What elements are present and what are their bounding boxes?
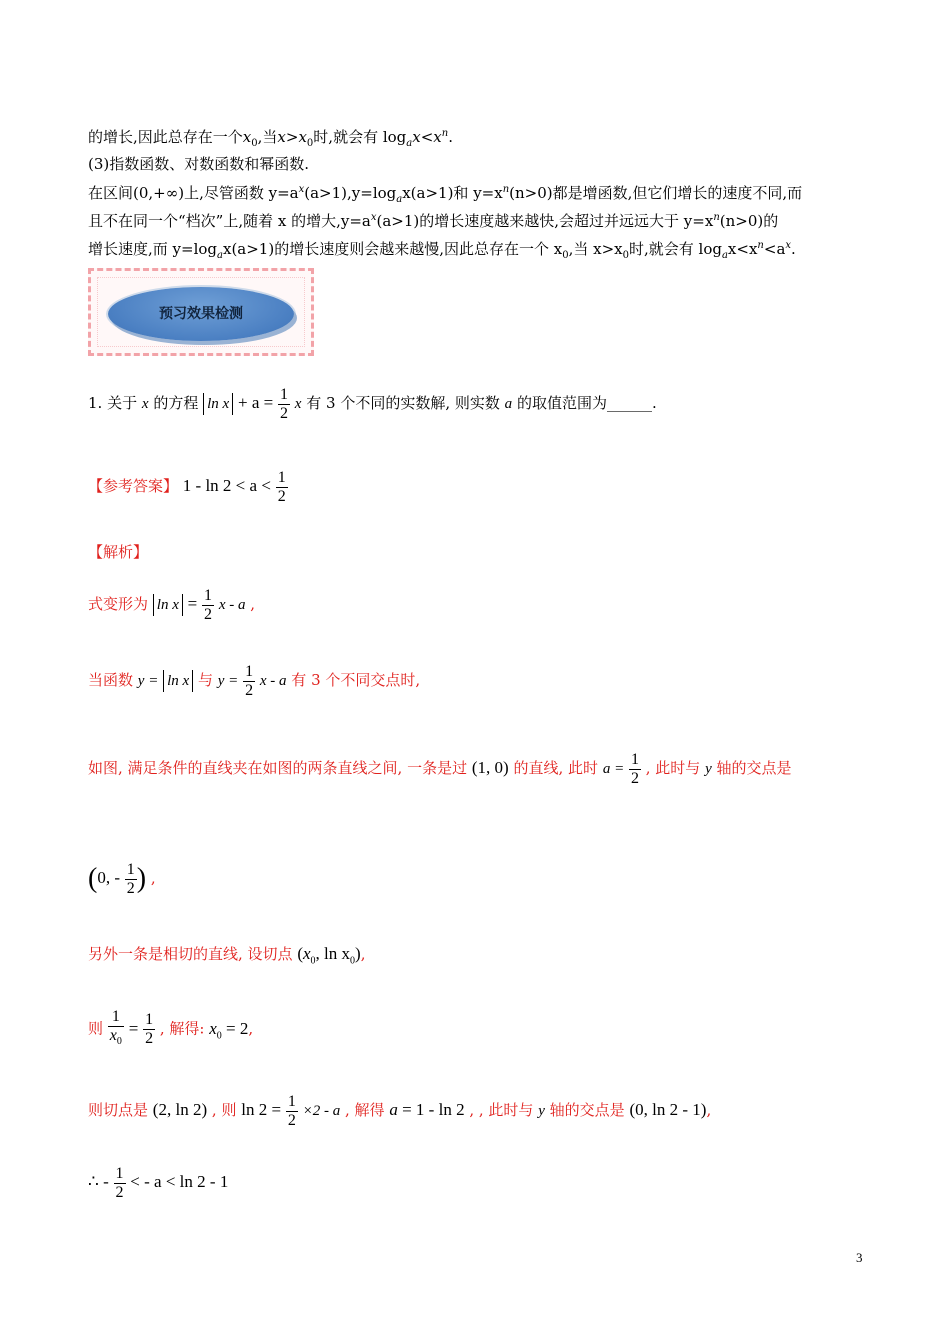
analysis-step-6: 则 $\frac{1}{x_0}$ = $\frac{1}{2}$ , 解得: $x_0 = 2$,: [88, 1008, 254, 1048]
question-1: 1. 关于 x 的方程 ln x + a = $\frac{1}{2}$ x 有 3 个不同的实数解, 则实数 a 的取值范围为______.: [88, 385, 657, 422]
analysis-step-1: 式变形为 ln x = $\frac{1}{2}$ x - a ,: [88, 586, 256, 623]
answer-expr: 1 - ln 2 < a <: [182, 476, 271, 495]
analysis-step-3: 如图, 满足条件的直线夹在如图的两条直线之间, 一条是过 (1, 0) 的直线, 此时 a = $\frac{1}{2}$ , 此时与 y 轴的交点是: [88, 750, 792, 787]
section-banner: [88, 268, 314, 356]
analysis-step-4: (0, - $\frac{1}{2}$ ) ,: [88, 860, 156, 897]
intro-para-line-2: 且不在同一个“档次”上,随着 x 的增大$,y=a^x(a>1)$的增长速度越来越快,会超过并远远大于 $y=x^n(n>0)$的: [88, 212, 779, 230]
page-number: 3: [856, 1250, 863, 1265]
intro-line-1: 的增长,因此总存在一个$x_0$,当$x>x_0$时,就会有 $\log_ax<x^n$.: [88, 128, 453, 149]
heading-section-3: (3)指数函数、对数函数和幂函数.: [88, 155, 310, 173]
answer-line: 【参考答案】 1 - ln 2 < a < $\frac{1}{2}$: [88, 468, 286, 505]
answer-label: 【参考答案】: [88, 477, 179, 495]
intro-para-line-3: 增长速度,而 $y=\log_ax(a>1)$的增长速度则会越来越慢,因此总存在一个 $x_0$,当 $x>x_0$时,就会有 $\log_ax<x^n<a^x$.: [88, 240, 796, 261]
analysis-step-8: ∴ - $\frac{1}{2}$ < - a < ln 2 - 1: [88, 1164, 229, 1201]
intro-para-line-1: 在区间(0,+∞)上,尽管函数 $y=a^x(a>1),y=\log_ax(a>1)$和 $y=x^n(n>0)$都是增函数,但它们增长的速度不同,而: [88, 184, 803, 205]
analysis-step-5: 另外一条是相切的直线, 设切点 ($x_0$, $\ln x_0$),: [88, 944, 366, 967]
analysis-step-7: 则切点是 (2, ln 2) , 则 ln 2 = $\frac{1}{2}$ ×2 - a , 解得 a = 1 - ln 2 , , 此时与 y 轴的交点是 (0, ln 2 - 1),: [88, 1092, 712, 1129]
analysis-step-2: 当函数 y = ln x 与 y = $\frac{1}{2}$ x - a 有 3 个不同交点时,: [88, 662, 421, 699]
banner-label: 预习效果检测: [159, 306, 243, 322]
analysis-label: 【解析】: [88, 543, 149, 561]
